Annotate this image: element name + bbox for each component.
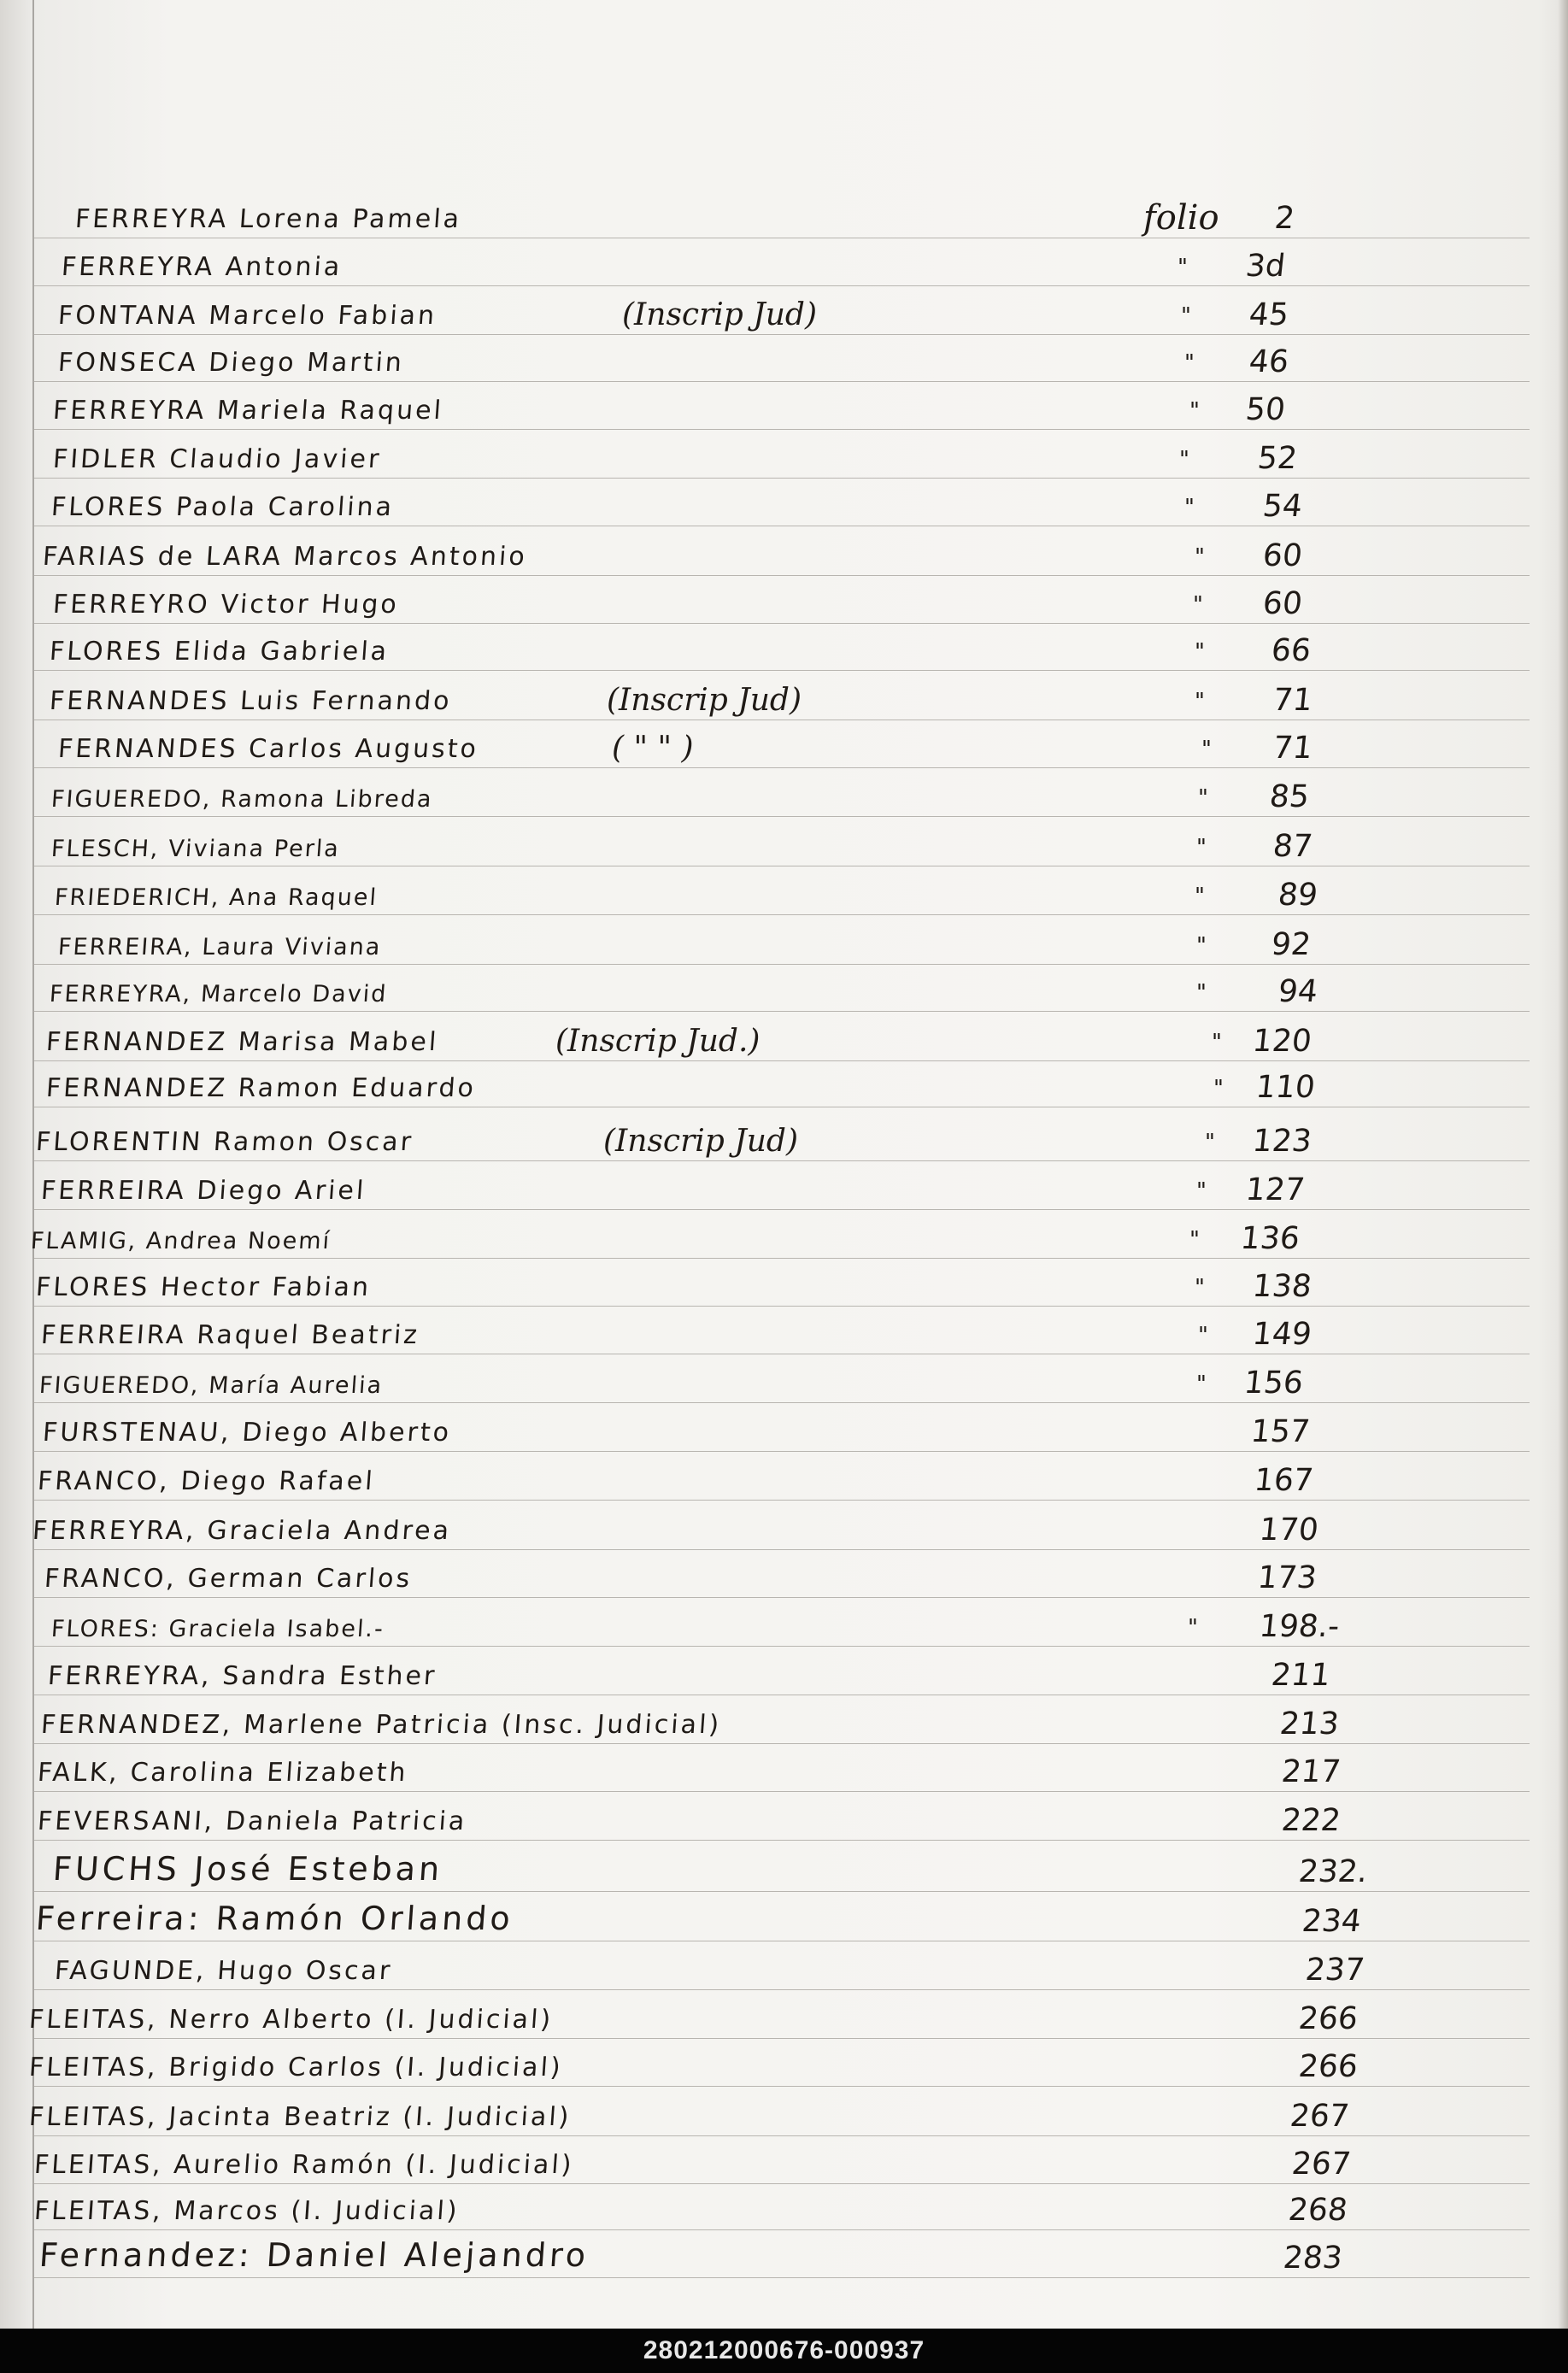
- ditto-mark: ": [1198, 785, 1208, 811]
- folio-number: 173: [1255, 1560, 1318, 1595]
- folio-number: 198.-: [1257, 1609, 1342, 1644]
- ditto-mark: ": [1193, 592, 1203, 618]
- entry-name: FRANCO, German Carlos: [43, 1564, 414, 1594]
- folio-number: 60: [1260, 538, 1304, 573]
- entry-name: FONTANA Marcelo Fabian: [56, 301, 438, 331]
- folio-number: 266: [1296, 2049, 1360, 2084]
- ditto-mark: ": [1198, 1323, 1208, 1348]
- entry-name: FLORES Paola Carolina: [50, 492, 396, 522]
- entry-name: FLESCH, Viviana Perla: [50, 836, 341, 862]
- register-row: [34, 1900, 1530, 1941]
- ditto-mark: ": [1177, 255, 1188, 280]
- folio-number: 211: [1269, 1658, 1332, 1693]
- ditto-mark: ": [1201, 737, 1212, 762]
- folio-number: 157: [1248, 1414, 1312, 1449]
- entry-annotation: ( " " ): [612, 731, 694, 766]
- register-row: [34, 683, 1530, 720]
- entry-name: FERREIRA Diego Ariel: [39, 1176, 367, 1206]
- register-row: [34, 1609, 1530, 1647]
- register-row: [34, 1317, 1530, 1354]
- entry-name: FERNANDES Carlos Augusto: [56, 734, 480, 764]
- register-row: [34, 249, 1530, 286]
- register-row: [34, 829, 1530, 866]
- folio-number: 222: [1279, 1803, 1342, 1838]
- entry-name: FLEITAS, Jacinta Beatriz (I. Judicial): [27, 2102, 573, 2132]
- ditto-mark: ": [1205, 1130, 1215, 1155]
- entry-name: FERREYRA Antonia: [60, 252, 344, 282]
- folio-number: 234: [1300, 1904, 1363, 1939]
- ditto-mark: ": [1195, 884, 1205, 909]
- register-row: [34, 586, 1530, 624]
- register-row: [34, 1706, 1530, 1744]
- entry-name: FERREIRA, Laura Viviana: [56, 934, 383, 960]
- entry-name: FERREYRA, Sandra Esther: [46, 1661, 438, 1691]
- register-row: [34, 344, 1530, 382]
- folio-number: 170: [1257, 1512, 1320, 1548]
- folio-number: 283: [1281, 2241, 1344, 2276]
- entry-name: FONSECA Diego Martin: [56, 348, 406, 378]
- entry-name: FERNANDES Luis Fernando: [48, 686, 453, 716]
- register-row: [34, 1024, 1530, 1061]
- folio-number: 268: [1286, 2193, 1349, 2228]
- register-row: [27, 2049, 1530, 2087]
- register-row: [34, 1414, 1530, 1452]
- entry-name: FERREIRA Raquel Beatriz: [39, 1320, 421, 1350]
- folio-number: 71: [1271, 683, 1314, 718]
- folio-header: folio: [1143, 198, 1219, 238]
- register-row: [34, 878, 1530, 915]
- folio-number: 66: [1269, 633, 1313, 668]
- register-row: [34, 201, 1530, 238]
- register-row: [34, 1172, 1530, 1210]
- ditto-mark: ": [1213, 1076, 1224, 1101]
- entry-annotation: (Inscrip Jud): [622, 297, 818, 332]
- entry-name: FUCHS José Esteban: [51, 1850, 444, 1888]
- folio-number: 52: [1255, 441, 1299, 476]
- entry-name: FRIEDERICH, Ana Raquel: [53, 884, 379, 911]
- folio-number: 267: [1289, 2147, 1353, 2182]
- entry-name: Ferreira: Ramón Orlando: [34, 1900, 515, 1937]
- register-row: [27, 2099, 1530, 2136]
- entry-name: FLEITAS, Aurelio Ramón (I. Judicial): [32, 2150, 575, 2180]
- register-row: [34, 1366, 1530, 1403]
- ditto-mark: ": [1179, 447, 1189, 473]
- folio-number: 167: [1252, 1463, 1315, 1498]
- ditto-mark: ": [1184, 495, 1195, 520]
- ditto-mark: ": [1195, 639, 1205, 665]
- register-row: [34, 927, 1530, 965]
- entry-name: FERNANDEZ Marisa Mabel: [44, 1027, 440, 1057]
- register-row: [34, 974, 1530, 1012]
- entry-name: FERREYRO Victor Hugo: [51, 590, 401, 620]
- folio-number: 217: [1279, 1754, 1342, 1789]
- entry-name: FLAMIG, Andrea Noemí: [29, 1228, 332, 1254]
- register-row: [32, 2193, 1530, 2230]
- barcode-id: 280212000676-000937: [643, 2336, 925, 2364]
- entry-name: FIDLER Claudio Javier: [51, 444, 383, 474]
- folio-number: 136: [1238, 1221, 1301, 1256]
- folio-number: 60: [1260, 586, 1304, 621]
- entry-name: FERNANDEZ Ramon Eduardo: [44, 1073, 478, 1103]
- register-row: [34, 1124, 1530, 1161]
- register-row: [34, 1463, 1530, 1501]
- ditto-mark: ": [1188, 1615, 1198, 1641]
- folio-number: 123: [1250, 1124, 1313, 1159]
- entry-name: FLEITAS, Brigido Carlos (I. Judicial): [27, 2053, 564, 2082]
- entry-name: FRANCO, Diego Rafael: [36, 1466, 376, 1496]
- folio-number: 92: [1269, 927, 1313, 962]
- ditto-mark: ": [1195, 544, 1205, 570]
- entry-name: FERNANDEZ, Marlene Patricia (Insc. Judicial): [39, 1710, 723, 1740]
- ditto-mark: ": [1196, 835, 1207, 861]
- folio-number: 45: [1247, 297, 1290, 332]
- register-row: [34, 731, 1530, 768]
- register-row: [34, 1953, 1530, 1990]
- folio-number: 46: [1247, 344, 1290, 379]
- entry-name: FIGUEREDO, Ramona Libreda: [50, 786, 434, 813]
- register-row: [34, 2236, 1530, 2278]
- entry-name: FERREYRA Mariela Raquel: [51, 396, 445, 426]
- register-row: [34, 1269, 1530, 1307]
- entry-annotation: (Inscrip Jud.): [555, 1024, 761, 1059]
- register-row: [29, 1221, 1530, 1259]
- entry-name: FARIAS de LARA Marcos Antonio: [41, 542, 529, 572]
- folio-number: 85: [1267, 779, 1311, 814]
- folio-number: 54: [1260, 489, 1304, 524]
- ditto-mark: ": [1184, 350, 1195, 376]
- register-row: [34, 1658, 1530, 1695]
- entry-name: FLORES Elida Gabriela: [48, 637, 391, 667]
- folio-number: 213: [1277, 1706, 1341, 1742]
- ditto-mark: ": [1195, 689, 1205, 714]
- register-row: [34, 538, 1530, 576]
- folio-number: 266: [1296, 2001, 1360, 2036]
- folio-number: 87: [1271, 829, 1314, 864]
- register-row: [34, 489, 1530, 526]
- folio-number: 127: [1243, 1172, 1307, 1207]
- register-row: [31, 1512, 1530, 1550]
- register-row: [34, 441, 1530, 479]
- ditto-mark: ": [1196, 1372, 1207, 1397]
- folio-number: 3d: [1243, 249, 1287, 284]
- ditto-mark: ": [1189, 1227, 1200, 1253]
- register-row: [34, 297, 1530, 335]
- ditto-mark: ": [1212, 1030, 1222, 1055]
- folio-number: 156: [1242, 1366, 1305, 1401]
- register-row: [34, 1803, 1530, 1841]
- entry-name: FLORENTIN Ramon Oscar: [34, 1127, 415, 1157]
- entry-name: FERREYRA, Graciela Andrea: [31, 1516, 453, 1546]
- entry-name: FAGUNDE, Hugo Oscar: [53, 1956, 394, 1986]
- folio-number: 149: [1250, 1317, 1313, 1352]
- register-row: [27, 2001, 1530, 2039]
- register-row: [34, 392, 1530, 430]
- entry-name: FEVERSANI, Daniela Patricia: [36, 1806, 468, 1836]
- ditto-mark: ": [1189, 398, 1200, 424]
- entry-name: FIGUEREDO, María Aurelia: [38, 1372, 385, 1399]
- folio-number: 237: [1303, 1953, 1366, 1988]
- register-row: [34, 779, 1530, 817]
- entry-name: FURSTENAU, Diego Alberto: [41, 1418, 453, 1448]
- folio-number: 138: [1250, 1269, 1313, 1304]
- folio-number: 110: [1254, 1070, 1317, 1105]
- entry-name: FERREYRA, Marcelo David: [48, 981, 389, 1007]
- entry-annotation: (Inscrip Jud): [607, 683, 802, 718]
- register-row: [34, 1754, 1530, 1792]
- entry-name: FLORES Hector Fabian: [34, 1272, 373, 1302]
- folio-number: 50: [1243, 392, 1287, 427]
- entry-name: FLEITAS, Nerro Alberto (I. Judicial): [27, 2005, 555, 2035]
- register-row: [32, 2147, 1530, 2184]
- ditto-mark: ": [1196, 933, 1207, 959]
- folio-number: 120: [1250, 1024, 1313, 1059]
- entry-name: FLEITAS, Marcos (I. Judicial): [32, 2196, 461, 2226]
- folio-number: 267: [1288, 2099, 1351, 2134]
- ditto-mark: ": [1196, 1178, 1207, 1204]
- entry-name: FALK, Carolina Elizabeth: [36, 1758, 409, 1788]
- entry-name: Fernandez: Daniel Alejandro: [38, 2236, 590, 2274]
- register-row: [34, 1560, 1530, 1598]
- folio-number: 232.: [1296, 1854, 1370, 1889]
- folio-number: 94: [1276, 974, 1319, 1009]
- register-row: [34, 1070, 1530, 1107]
- register-row: [34, 633, 1530, 671]
- register-row: [34, 1850, 1530, 1892]
- ditto-mark: ": [1195, 1275, 1205, 1301]
- ditto-mark: ": [1196, 980, 1207, 1006]
- entry-annotation: (Inscrip Jud): [603, 1124, 799, 1159]
- folio-number: 2: [1272, 201, 1297, 236]
- entry-name: FLORES: Graciela Isabel.-: [50, 1616, 385, 1642]
- folio-number: 89: [1276, 878, 1319, 913]
- entry-name: FERREYRA Lorena Pamela: [73, 204, 463, 234]
- ditto-mark: ": [1181, 303, 1191, 329]
- folio-number: 71: [1271, 731, 1314, 766]
